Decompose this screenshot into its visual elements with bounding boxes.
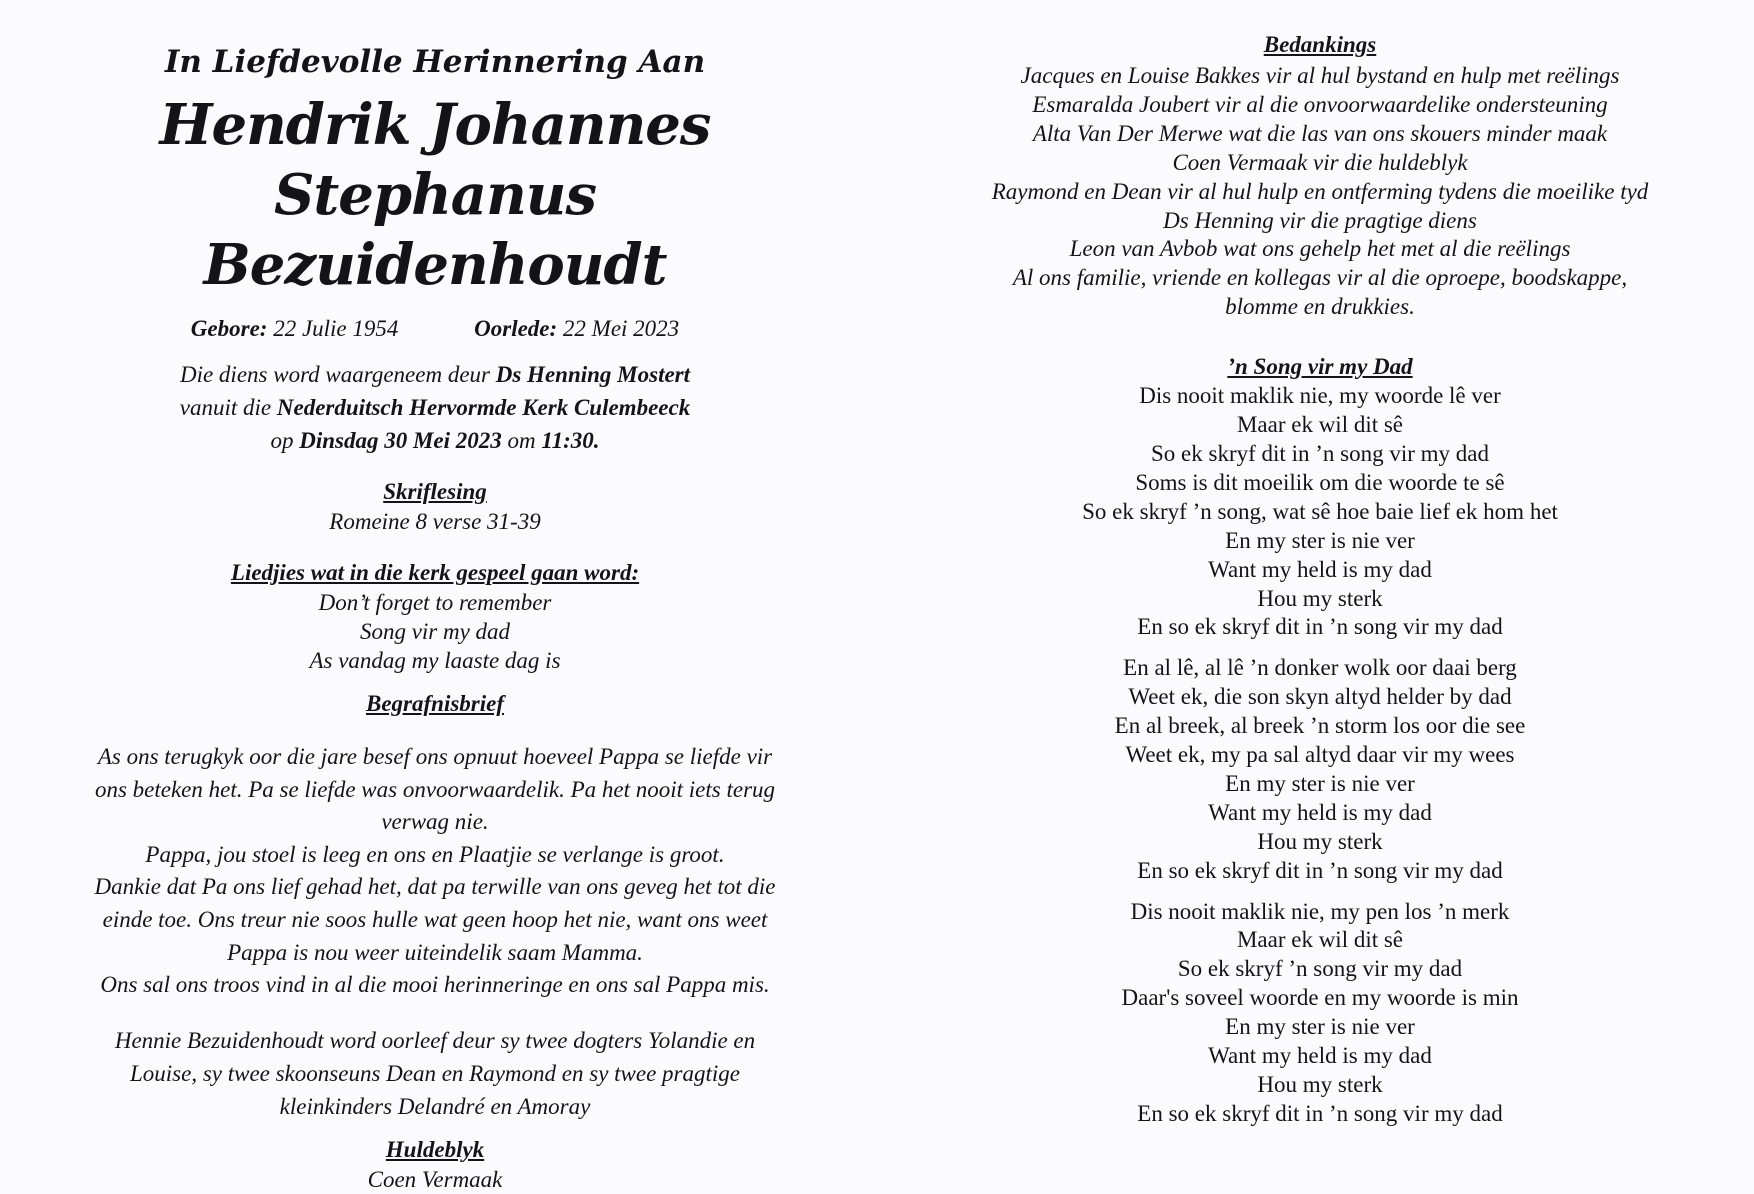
thanks-line: Al ons familie, vriende en kollegas vir al die oproepe, boodskappe, xyxy=(1012,265,1628,291)
letter-line: As ons terugkyk oor die jare besef ons opnuut hoeveel Pappa se liefde vir xyxy=(97,744,773,769)
tribute-name: Coen Vermaak xyxy=(367,1166,503,1192)
survived-line: Louise, sy twee skoonseuns Dean en Raymond en sy twee pragtige xyxy=(129,1060,741,1086)
life-dates xyxy=(50,314,820,344)
lyric-line: En so ek skryf dit in ’n song vir my dad xyxy=(1137,857,1503,883)
deceased-name-line1: Hendrik Johannes xyxy=(159,92,711,158)
lyric-line: En my ster is nie ver xyxy=(1225,770,1415,796)
song-stanza-1 xyxy=(940,382,1700,642)
lyric-line: Dis nooit maklik nie, my pen los ’n merk xyxy=(1130,898,1510,924)
died-label: Oorlede: xyxy=(474,316,558,341)
intro-heading: In Liefdevolle Herinnering Aan xyxy=(164,44,706,80)
thanks-line: Ds Henning vir die pragtige diens xyxy=(1163,207,1477,233)
song-stanza-3 xyxy=(940,898,1700,1129)
letter-line: einde toe. Ons treur nie soos hulle wat geen hoop het nie, want ons weet xyxy=(102,906,768,932)
church-name: Nederduitsch Hervormde Kerk Culembeeck xyxy=(276,395,691,420)
thanks-line: blomme en drukkies. xyxy=(1225,294,1415,320)
letter-line: verwag nie. xyxy=(381,809,489,835)
song-item: As vandag my laaste dag is xyxy=(309,648,561,673)
letter-line: Pappa is nou weer uiteindelik saam Mamma. xyxy=(227,939,643,965)
service-date: Dinsdag 30 Mei 2023 xyxy=(299,428,502,453)
scripture-reference: Romeine 8 verse 31-39 xyxy=(329,509,541,534)
tribute-heading: Huldeblyk xyxy=(385,1136,485,1162)
lyric-line: Weet ek, die son skyn altyd helder by dad xyxy=(1128,684,1512,710)
song-heading: ’n Song vir my Dad xyxy=(1227,354,1413,380)
service-details xyxy=(50,358,820,457)
thanks-line: Coen Vermaak vir die huldeblyk xyxy=(1172,149,1468,175)
song-stanza-2 xyxy=(940,654,1700,885)
service-line3-mid: om xyxy=(507,428,536,453)
service-line1-text: Die diens word waargeneem deur xyxy=(179,362,490,387)
lyric-line: En al lê, al lê ’n donker wolk oor daai berg xyxy=(1123,655,1517,681)
lyric-line: Maar ek wil dit sê xyxy=(1236,412,1404,438)
minister-name: Ds Henning Mostert xyxy=(495,362,691,387)
thanks-heading: Bedankings xyxy=(1263,32,1377,57)
songs-heading: Liedjies wat in die kerk gespeel gaan word: xyxy=(230,560,640,585)
service-line2-text: vanuit die xyxy=(179,395,272,420)
lyric-line: En al breek, al breek ’n storm los oor die see xyxy=(1114,713,1526,739)
funeral-letter xyxy=(50,741,820,1002)
letter-heading: Begrafnisbrief xyxy=(366,691,504,716)
left-page xyxy=(50,0,820,1194)
lyric-line: Want my held is my dad xyxy=(1208,1043,1432,1069)
born-date: 22 Julie 1954 xyxy=(273,316,399,341)
lyric-line: Hou my sterk xyxy=(1257,1072,1383,1097)
lyric-line: En so ek skryf dit in ’n song vir my dad xyxy=(1137,614,1503,640)
thanks-line: Leon van Avbob wat ons gehelp het met al die reëlings xyxy=(1069,236,1571,262)
letter-line: Ons sal ons troos vind in al die mooi herinneringe en ons sal Pappa mis. xyxy=(100,972,770,998)
right-page xyxy=(940,0,1700,1129)
lyric-line: Maar ek wil dit sê xyxy=(1236,927,1404,953)
lyric-line: So ek skryf ’n song vir my dad xyxy=(1177,956,1463,982)
letter-line: Dankie dat Pa ons lief gehad het, dat pa terwille van ons geveg het tot die xyxy=(94,874,776,900)
thanks-line: Raymond en Dean vir al hul hulp en ontferming tydens die moeilike tyd xyxy=(991,178,1649,204)
lyric-line: En my ster is nie ver xyxy=(1225,1014,1415,1040)
survived-line: kleinkinders Delandré en Amoray xyxy=(279,1093,591,1119)
songs-list xyxy=(50,588,820,675)
thanks-line: Esmaralda Joubert vir al die onvoorwaardelike ondersteuning xyxy=(1032,91,1608,117)
lyric-line: Daar's soveel woorde en my woorde is min xyxy=(1121,985,1519,1011)
thanks-line: Jacques en Louise Bakkes vir al hul bystand en hulp met reëlings xyxy=(1020,63,1620,88)
thanks-line: Alta Van Der Merwe wat die las van ons skouers minder maak xyxy=(1032,120,1608,146)
scripture-heading: Skriflesing xyxy=(383,479,487,504)
lyric-line: Weet ek, my pa sal altyd daar vir my wees xyxy=(1125,742,1515,768)
lyric-line: Hou my sterk xyxy=(1257,585,1383,611)
deceased-name-line2: Stephanus Bezuidenhoudt xyxy=(203,162,667,298)
lyric-line: So ek skryf ’n song, wat sê hoe baie lief ek hom het xyxy=(1082,498,1558,524)
lyric-line: En so ek skryf dit in ’n song vir my dad xyxy=(1137,1100,1503,1126)
lyric-line: Soms is dit moeilik om die woorde te sê xyxy=(1135,469,1505,495)
survived-by xyxy=(50,1024,820,1123)
died-date: 22 Mei 2023 xyxy=(562,316,680,341)
letter-line: Pappa, jou stoel is leeg en ons en Plaatjie se verlange is groot. xyxy=(145,841,725,867)
song-item: Song vir my dad xyxy=(359,619,511,644)
song-item: Don’t forget to remember xyxy=(318,590,552,615)
service-line3-text: op xyxy=(270,428,294,453)
thanks-list xyxy=(940,62,1700,322)
lyric-line: En my ster is nie ver xyxy=(1225,527,1415,553)
born-label: Gebore: xyxy=(190,316,268,341)
survived-line: Hennie Bezuidenhoudt word oorleef deur sy twee dogters Yolandie en xyxy=(114,1027,756,1053)
lyric-line: Want my held is my dad xyxy=(1208,556,1432,582)
letter-line: ons beteken het. Pa se liefde was onvoorwaardelik. Pa het nooit iets terug xyxy=(94,776,776,802)
lyric-line: Hou my sterk xyxy=(1257,828,1383,854)
lyric-line: Want my held is my dad xyxy=(1208,799,1432,825)
lyric-line: So ek skryf dit in ’n song vir my dad xyxy=(1151,440,1489,466)
service-time: 11:30. xyxy=(541,428,600,453)
lyric-line: Dis nooit maklik nie, my woorde lê ver xyxy=(1139,383,1501,409)
